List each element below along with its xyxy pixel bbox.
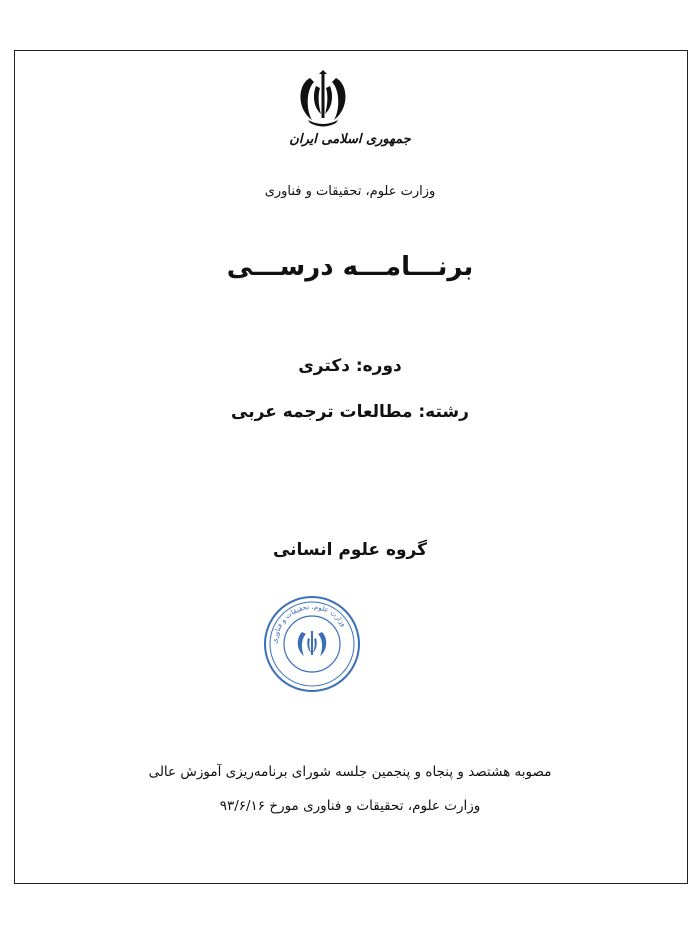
academic-group: گروه علوم انسانی — [272, 540, 428, 560]
ministry-name: وزارت علوم، تحقیقات و فناوری — [264, 184, 436, 199]
document-title: برنـــامـــه درســـی — [226, 252, 474, 282]
seal-ring-text: وزارت علوم، تحقیقات و فناوری — [270, 602, 348, 645]
approval-line-2: وزارت علوم، تحقیقات و فناوری مورخ ۹۳/۶/۱۶ — [219, 798, 481, 814]
iran-emblem-icon — [290, 70, 356, 128]
approval-line-1: مصوبه هشتصد و پنجاه و پنجمین جلسه شورای برنامه‌ریزی آموزش عالی — [148, 764, 552, 780]
field-of-study: رشته: مطالعات ترجمه عربی — [231, 402, 469, 422]
country-logo-text: جمهوری اسلامی ایران — [289, 132, 411, 147]
document-border — [14, 50, 688, 884]
degree-level: دوره: دکتری — [298, 356, 402, 376]
official-seal-icon — [262, 594, 362, 694]
